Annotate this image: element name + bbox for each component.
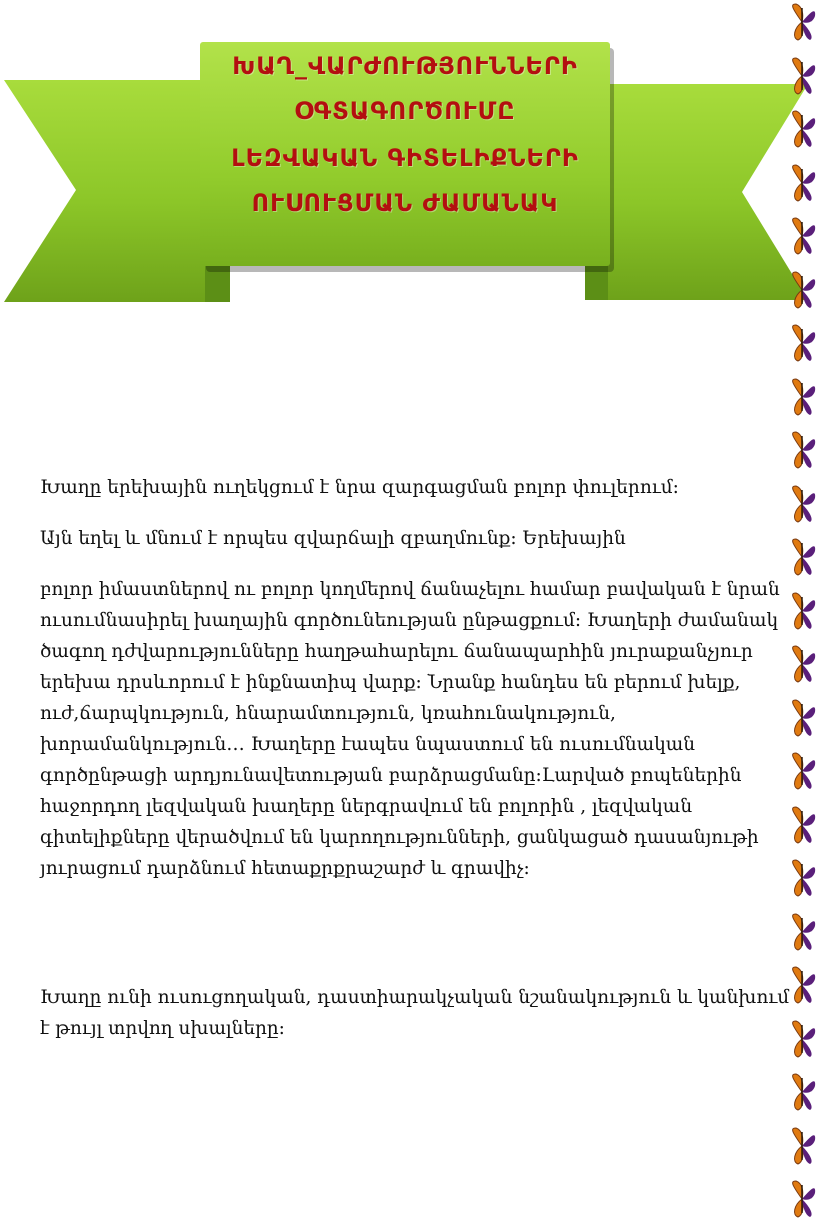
- banner-title-line-2: ՕԳՏԱԳՈՐԾՈՒՄԸ: [294, 97, 516, 125]
- butterfly-icon: [788, 591, 816, 631]
- butterfly-icon: [788, 805, 816, 845]
- butterfly-icon: [788, 216, 816, 256]
- paragraph-1: Խաղը երեխային ուղեկցում է նրա զարգացման բոլոր փուլերում:: [40, 477, 679, 498]
- butterfly-icon: [788, 1019, 816, 1059]
- butterfly-icon: [788, 858, 816, 898]
- butterfly-icon: [788, 965, 816, 1005]
- butterfly-icon: [788, 537, 816, 577]
- butterfly-icon: [788, 1072, 816, 1112]
- paragraph-3: բոլոր իմաստներով ու բոլոր կողմերով ճանաչելու համար բավական է նրան ուսումնասիրել խաղային գործունեության ընթացքում: Խաղերի ժամանակ ծագող դժվարությունները հաղթահարելու ճանապարհին յուրաքանչյուր երեխա դրսևորում է ինքնատիպ վարք: Նրանք հանդես են բերում խելք, ուժ,ճարպկություն, հնարամտություն, կռահունակություն, խորամանկություն… Խաղերը էապես նպաստում են ուսումնական գործընթացի արդյունավետության բարձրացմանը:Լարված բոպեներին հաջորդող լեզվական խաղերը ներգրավում են բոլորին , լեզվական գիտելիքները վերածվում են կարողությունների, ցանկացած դասանյութի յուրացում դարձնում հետաքրքրաշարժ և գրավիչ:: [40, 579, 780, 879]
- butterfly-icon: [788, 109, 816, 149]
- butterfly-icon: [788, 644, 816, 684]
- butterfly-icon: [788, 912, 816, 952]
- butterfly-icon: [788, 751, 816, 791]
- butterfly-icon: [788, 377, 816, 417]
- butterfly-icon: [788, 1126, 816, 1166]
- butterfly-icon: [788, 56, 816, 96]
- banner-title-line-3: ԼԵԶՎԱԿԱՆ ԳԻՏԵԼԻՔՆԵՐԻ: [231, 144, 579, 172]
- butterfly-icon: [788, 323, 816, 363]
- butterfly-icon: [788, 270, 816, 310]
- paragraph-4: Խաղը ունի ուսուցողական, դաստիարակչական նշանակություն և կանխում է թույլ տրվող սխալները:: [40, 987, 790, 1039]
- banner-title-line-1: ԽԱՂ_ՎԱՐԺՈՒԹՅՈՒՆՆԵՐԻ: [232, 52, 578, 80]
- ribbon-right-tail: [608, 84, 808, 300]
- butterfly-icon: [788, 1179, 816, 1219]
- butterfly-border: [786, 0, 816, 1222]
- banner-title-line-4: ՈՒՍՈՒՑՄԱՆ ԺԱՄԱՆԱԿ: [251, 189, 559, 217]
- butterfly-icon: [788, 484, 816, 524]
- paragraph-2: Այն եղել և մնում է որպես զվարճալի զբաղմունք: Երեխային: [40, 528, 626, 549]
- butterfly-icon: [788, 2, 816, 42]
- butterfly-icon: [788, 163, 816, 203]
- butterfly-icon: [788, 430, 816, 470]
- butterfly-icon: [788, 698, 816, 738]
- ribbon-left-tail: [4, 80, 205, 302]
